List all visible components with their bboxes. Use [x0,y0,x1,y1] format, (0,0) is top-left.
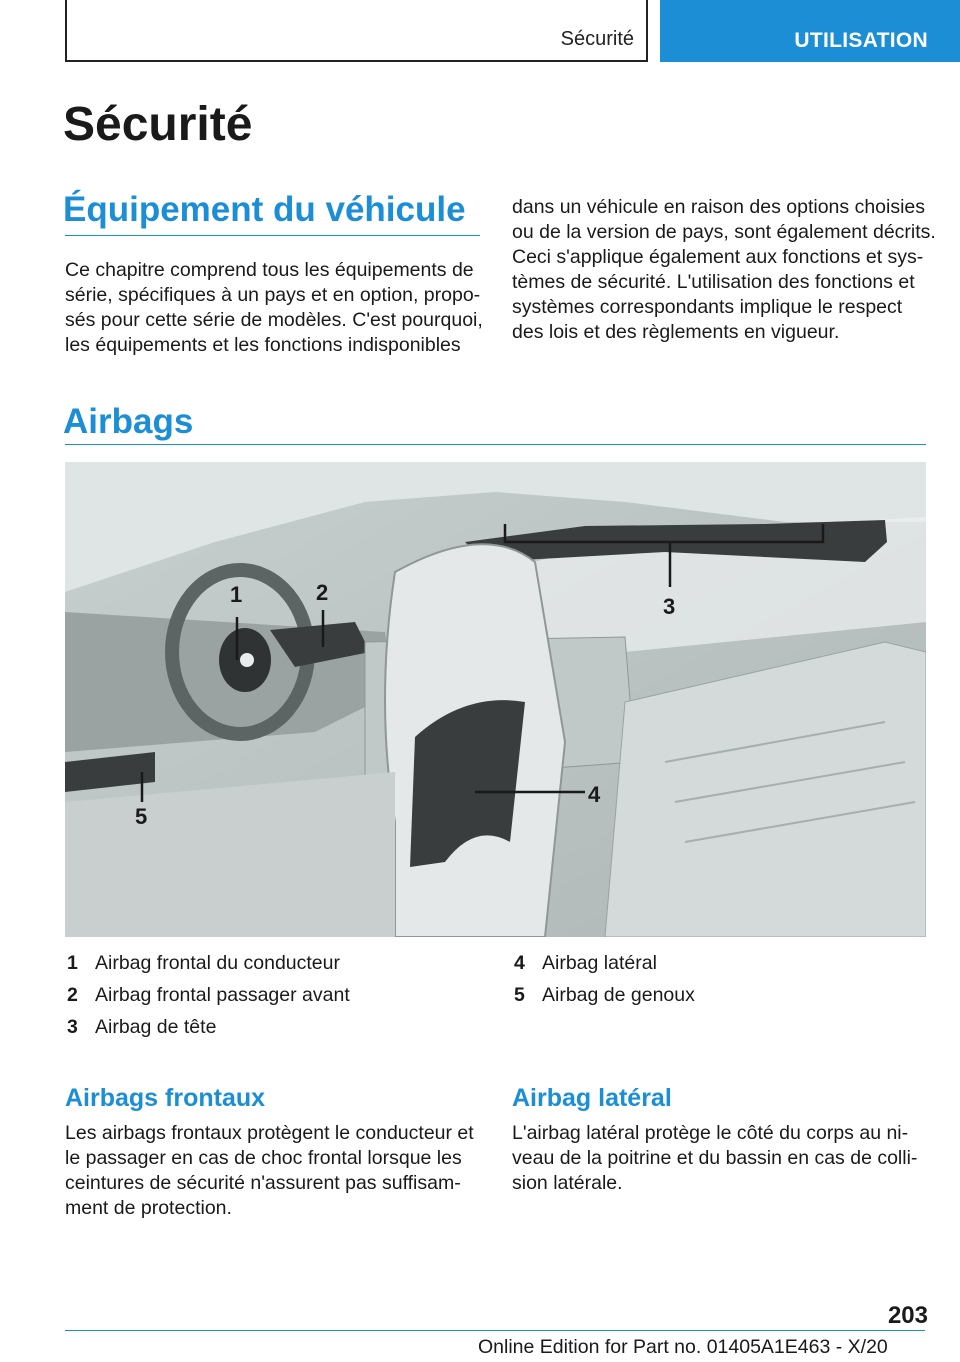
text-line: des lois et des règlements en vigueur. [512,321,840,343]
text-line: L'airbag latéral protège le côté du corps au ni- [512,1122,909,1144]
callout-2: 2 [316,580,329,605]
legend-label: Airbag frontal du conducteur [95,952,340,974]
text-line: le passager en cas de choc frontal lorsque les [65,1147,462,1169]
text-line: veau de la poitrine et du bassin en cas de colli- [512,1147,918,1169]
equipment-text-right [512,195,936,345]
airbags-heading: Airbags [63,402,194,441]
text-line: Ce chapitre comprend tous les équipements de [65,259,474,281]
text-line: ceintures de sécurité n'assurent pas suffisam- [65,1172,461,1194]
text-line: ment de protection. [65,1197,232,1219]
text-line: tèmes de sécurité. L'utilisation des fonctions et [512,271,915,293]
list-item [514,947,914,979]
text-line: Ceci s'applique également aux fonctions et sys- [512,246,924,268]
text-line: sion latérale. [512,1172,623,1194]
equipment-text-left [65,258,483,358]
text-line: dans un véhicule en raison des options choisies [512,196,926,218]
airbag-legend-left [67,947,467,1043]
airbag-legend-right [514,947,914,1011]
legend-label: Airbag de tête [95,1016,217,1038]
equipment-heading-rule [65,235,480,236]
list-item [514,979,914,1011]
legend-number: 3 [67,1016,78,1038]
steering-wheel-logo [240,653,254,667]
list-item [67,1011,467,1043]
frontal-airbags-text [65,1121,474,1221]
header-chapter-label: UTILISATION [794,29,928,52]
list-item [67,947,467,979]
car-interior-illustration [65,462,926,937]
header-section-label: Sécurité [560,28,634,50]
header-chapter-tab[interactable] [660,0,960,62]
legend-number: 5 [514,984,525,1006]
legend-number: 2 [67,984,78,1006]
lateral-airbag-heading: Airbag latéral [512,1084,672,1112]
callout-4: 4 [588,782,601,807]
text-line: les équipements et les fonctions indisponibles [65,334,461,356]
header-section-box [65,0,648,62]
callout-3: 3 [663,594,676,619]
equipment-heading: Équipement du véhicule [63,190,466,229]
callout-5: 5 [135,804,148,829]
text-line: systèmes correspondants implique le respect [512,296,903,318]
frontal-airbags-heading: Airbags frontaux [65,1084,266,1112]
footer-rule [65,1330,925,1331]
legend-number: 1 [67,952,78,974]
text-line: série, spécifiques à un pays et en option, propo- [65,284,481,306]
edition-note: Online Edition for Part no. 01405A1E463 - X/20 [478,1336,888,1358]
legend-number: 4 [514,952,525,974]
lateral-airbag-text [512,1121,917,1196]
page-number: 203 [887,1302,928,1329]
legend-label: Airbag frontal passager avant [95,984,350,1006]
airbags-heading-rule [65,444,926,445]
list-item [67,979,467,1011]
text-line: ou de la version de pays, sont également décrits. [512,221,936,243]
legend-label: Airbag de genoux [542,984,695,1006]
text-line: Les airbags frontaux protègent le conducteur et [65,1122,474,1144]
callout-1: 1 [230,582,243,607]
legend-label: Airbag latéral [542,952,657,974]
page-title: Sécurité [63,98,253,151]
text-line: sés pour cette série de modèles. C'est pourquoi, [65,309,483,331]
